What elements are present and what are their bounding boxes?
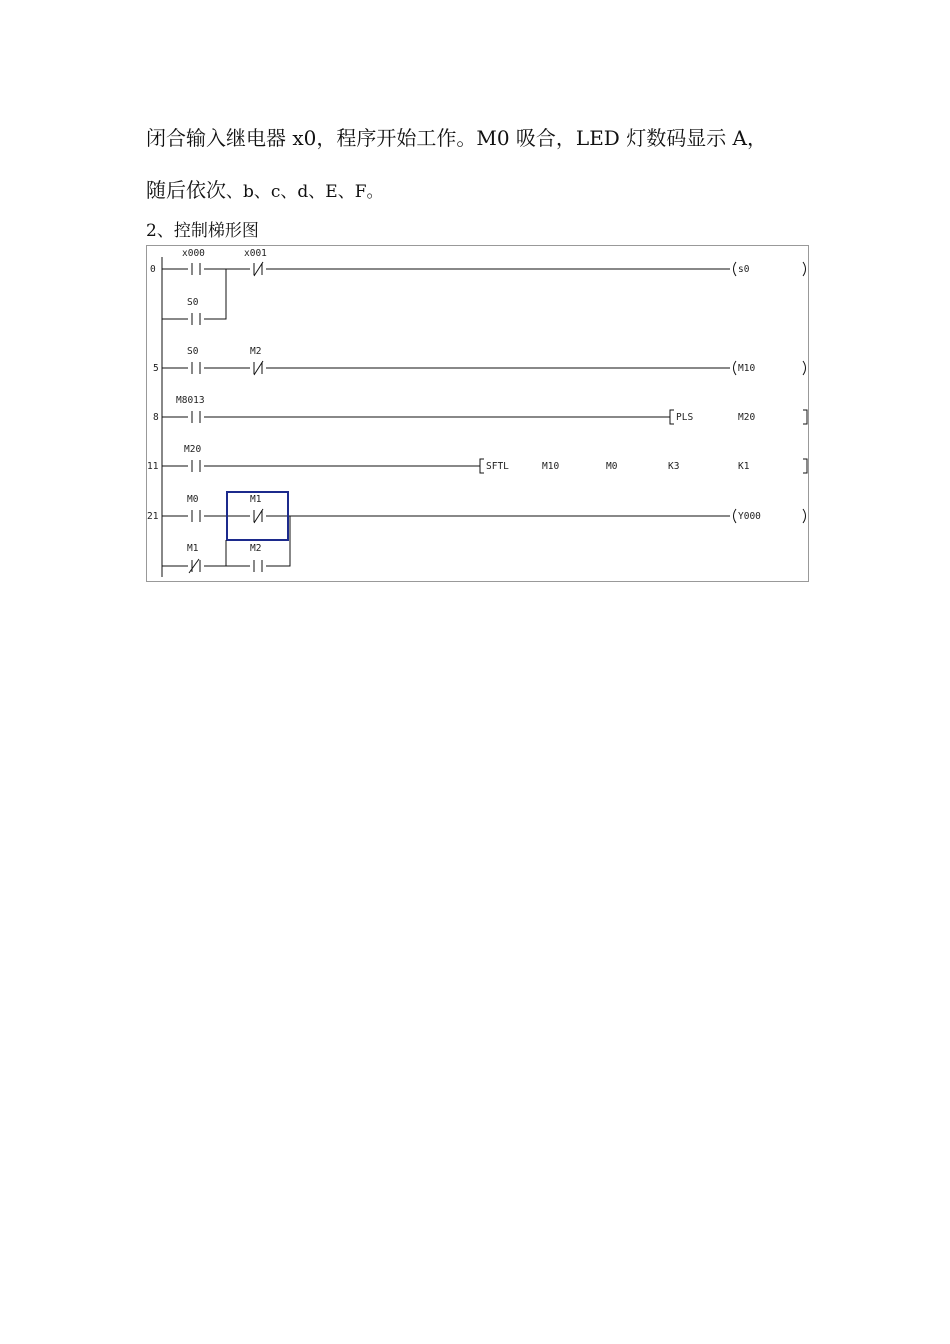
step-number: 21 xyxy=(147,511,159,522)
coil-left-bracket xyxy=(734,509,737,523)
contact-label: M1 xyxy=(250,494,262,505)
instruction-arg: M0 xyxy=(606,461,618,472)
contact-label: M0 xyxy=(187,494,199,505)
instr-left-bracket xyxy=(480,459,484,473)
coil-right-bracket xyxy=(803,262,806,276)
step-number: 8 xyxy=(153,412,159,423)
coil-left-bracket xyxy=(734,361,737,375)
contact-label: x001 xyxy=(244,248,267,259)
contact-label: M2 xyxy=(250,346,262,357)
coil-left-bracket xyxy=(734,262,737,276)
paragraph-1-text: 闭合输入继电器 x0，程序开始工作。M0 吸合，LED 灯数码显示 A， xyxy=(146,126,767,150)
coil-right-bracket xyxy=(803,361,806,375)
instr-right-bracket xyxy=(803,459,807,473)
paragraph-2 xyxy=(146,174,384,203)
instr-left-bracket xyxy=(670,410,674,424)
coil-text: M10 xyxy=(738,363,756,374)
instruction-arg: M20 xyxy=(738,412,756,423)
nc-slash xyxy=(189,559,199,573)
instr-right-bracket xyxy=(803,410,807,424)
paragraph-2-tail: 、b、c、d、E、F。 xyxy=(226,182,384,202)
coil-right-bracket xyxy=(803,509,806,523)
ladder-diagram xyxy=(146,245,810,583)
contact-label: M8013 xyxy=(176,395,205,406)
ladder-frame xyxy=(147,246,809,582)
instruction-op: SFTL xyxy=(486,461,509,472)
rung-11-wire xyxy=(162,460,480,472)
instruction-op: PLS xyxy=(676,412,694,423)
section-heading: 2、控制梯形图 xyxy=(146,221,259,241)
contact-label: M2 xyxy=(250,543,262,554)
rung-0-wire xyxy=(162,263,730,275)
instruction-arg: K1 xyxy=(738,461,750,472)
step-number: 5 xyxy=(153,363,159,374)
contact-label: x000 xyxy=(182,248,205,259)
coil-text: s0 xyxy=(738,264,750,275)
rung-8-wire xyxy=(162,411,670,423)
paragraph-2-main: 随后依次 xyxy=(146,178,226,202)
contact-label: S0 xyxy=(187,297,199,308)
contact-label: M1 xyxy=(187,543,199,554)
contact-label: S0 xyxy=(187,346,199,357)
instruction-arg: M10 xyxy=(542,461,560,472)
rung-5-wire xyxy=(162,362,730,374)
contact-label: M20 xyxy=(184,444,202,455)
coil-text: Y000 xyxy=(738,511,761,522)
step-number: 11 xyxy=(147,461,159,472)
step-number: 0 xyxy=(150,264,156,275)
paragraph-1 xyxy=(146,122,767,151)
instruction-arg: K3 xyxy=(668,461,680,472)
rung-21-wire xyxy=(162,510,730,522)
